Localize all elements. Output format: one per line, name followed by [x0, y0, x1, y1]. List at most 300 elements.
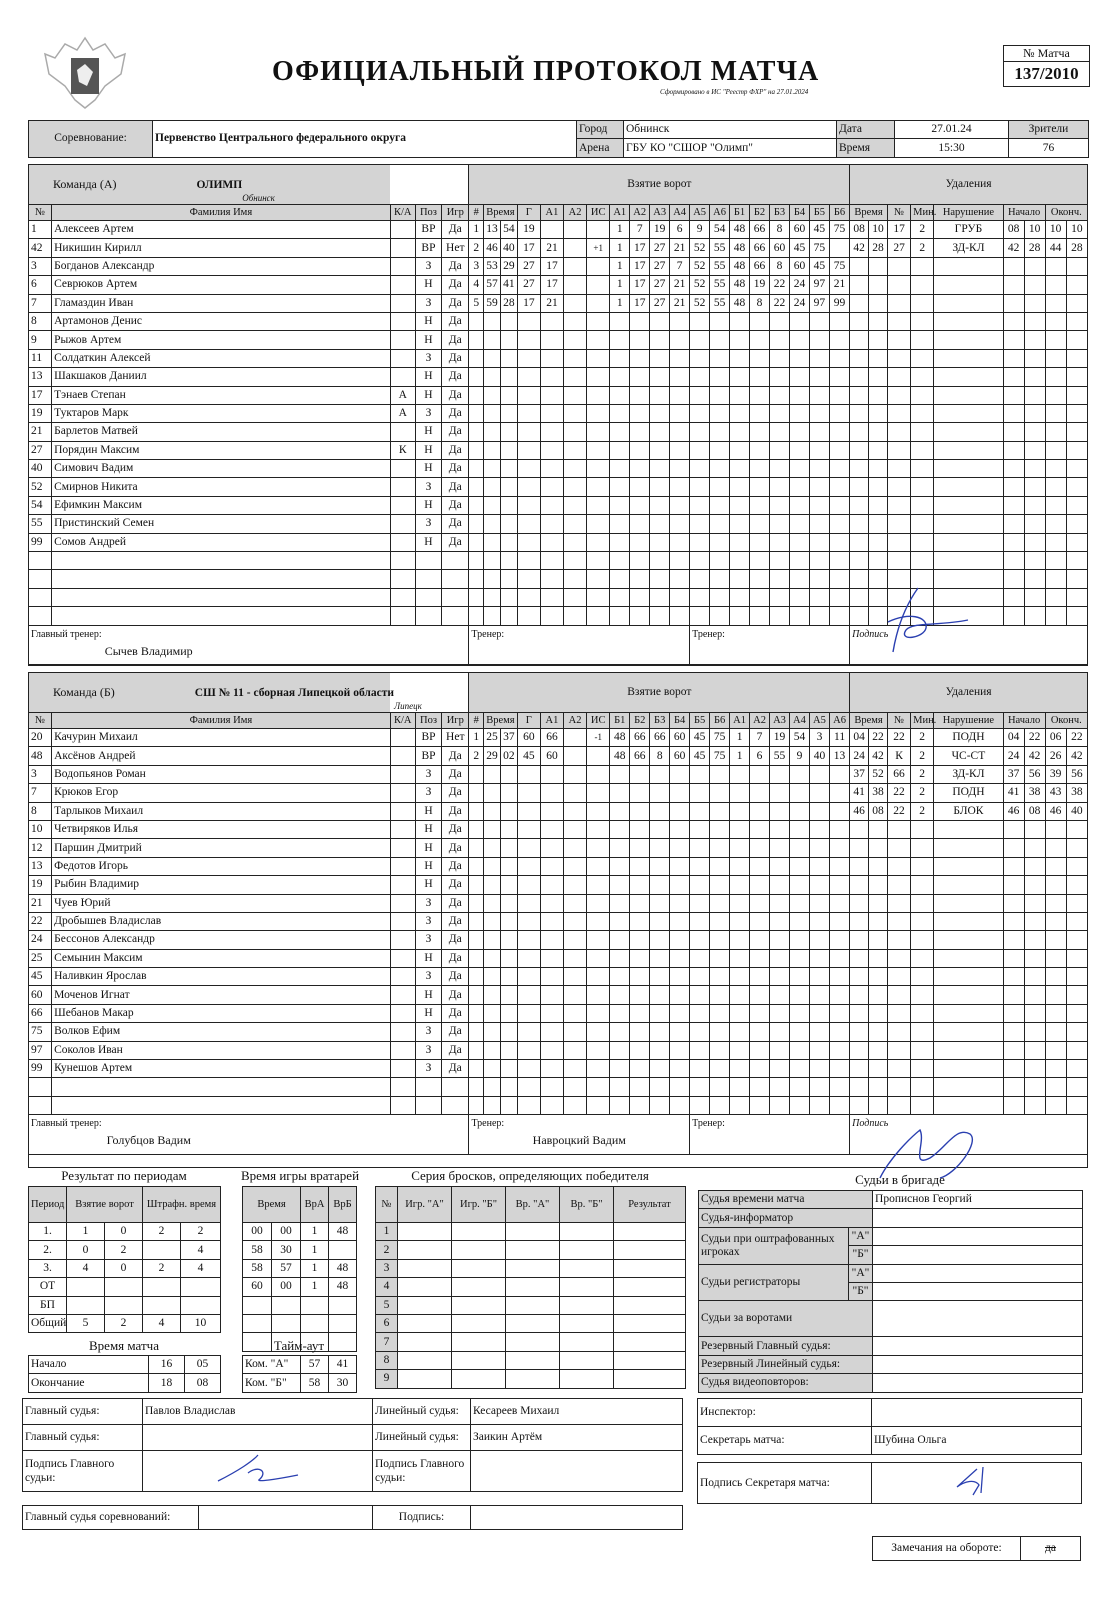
on-ice-player [770, 1060, 790, 1078]
main-ref2-label: Главный судья: [23, 1425, 143, 1451]
goal-sec: 02 [500, 747, 517, 765]
team-a-row [29, 276, 1088, 294]
on-ice-player [650, 331, 670, 349]
pen-sec: 08 [869, 802, 888, 820]
player-name: Туктаров Марк [52, 404, 390, 422]
goal-a2 [564, 588, 587, 606]
goal-a1 [540, 839, 563, 857]
pen-start-sec [1024, 1078, 1045, 1096]
pen-sec [869, 931, 888, 949]
on-ice-player [829, 894, 849, 912]
goal-scorer [517, 894, 540, 912]
goalie-row [243, 1241, 357, 1259]
on-ice-player [670, 986, 690, 1004]
team-b-row [29, 1078, 1088, 1096]
pen-start-min: 37 [1003, 765, 1024, 783]
on-ice-player [630, 404, 650, 422]
pen-player [887, 857, 910, 875]
goal-a2 [564, 239, 587, 257]
official-role: Судьи за воротами [699, 1301, 873, 1337]
arena-value: ГБУ КО "СШОР "Олимп" [624, 139, 837, 157]
goal-a1 [540, 784, 563, 802]
on-ice-player [770, 570, 790, 588]
on-ice-player: 75 [710, 729, 730, 747]
on-ice-player: 75 [829, 221, 849, 239]
player-number [29, 570, 52, 588]
team-a-col-onice-7: Б2 [750, 205, 770, 221]
pen-minutes [911, 1004, 934, 1022]
pen-start-sec [1024, 912, 1045, 930]
team-a-col-onice-5: А6 [710, 205, 730, 221]
on-ice-player [730, 368, 750, 386]
pen-minutes [911, 552, 934, 570]
player-position: З [415, 294, 441, 312]
goal-sec: 29 [500, 257, 517, 275]
pen-end-sec [1066, 386, 1087, 404]
goal-scorer [517, 588, 540, 606]
team-a-col-pen-min: Мин. [911, 205, 934, 221]
on-ice-player [630, 1023, 650, 1041]
team-b-col-name: Фамилия Имя [52, 713, 391, 729]
period-row [29, 1296, 221, 1314]
pen-end-min [1045, 588, 1066, 606]
on-ice-player [809, 533, 829, 551]
pen-start-sec [1024, 820, 1045, 838]
player-name: Порядин Максим [52, 441, 390, 459]
on-ice-player [630, 784, 650, 802]
on-ice-player: 21 [670, 239, 690, 257]
player-position: ВР [415, 747, 441, 765]
on-ice-player [809, 968, 829, 986]
goalie-a: 1 [301, 1223, 329, 1241]
on-ice-player [809, 802, 829, 820]
pen-player [887, 839, 910, 857]
team-b-row [29, 1096, 1088, 1114]
on-ice-player [610, 1096, 630, 1114]
on-ice-player [610, 802, 630, 820]
team-a-row [29, 552, 1088, 570]
pen-min [850, 1004, 869, 1022]
arena-label: Арена [577, 139, 624, 157]
pen-sec: 42 [869, 747, 888, 765]
player-number: 20 [29, 729, 52, 747]
goal-min: 46 [484, 239, 501, 257]
goal-sec [500, 331, 517, 349]
goal-sec [500, 986, 517, 1004]
player-played [442, 552, 469, 570]
pen-player: 22 [887, 784, 910, 802]
team-a-col-pen-viol: Нарушение [934, 205, 1003, 221]
on-ice-player [610, 441, 630, 459]
periods-col-period: Период [29, 1187, 67, 1223]
pen-violation [934, 894, 1003, 912]
match-number-label: № Матча [1004, 46, 1089, 62]
goal-scorer [517, 802, 540, 820]
team-b-row [29, 802, 1088, 820]
goal-no [469, 765, 484, 783]
on-ice-player [770, 1023, 790, 1041]
pen-end-min: 39 [1045, 765, 1066, 783]
on-ice-player [670, 876, 690, 894]
on-ice-player [829, 1004, 849, 1022]
on-ice-player [610, 368, 630, 386]
pen-end-min [1045, 533, 1066, 551]
on-ice-player [770, 968, 790, 986]
player-number [29, 588, 52, 606]
match-time-table [28, 1355, 221, 1393]
pen-minutes [911, 931, 934, 949]
on-ice-player [809, 1041, 829, 1059]
on-ice-player [630, 765, 650, 783]
pen-start-min: 08 [1003, 221, 1024, 239]
on-ice-player [670, 784, 690, 802]
pen-player [887, 968, 910, 986]
player-number: 25 [29, 949, 52, 967]
pen-player [888, 460, 911, 478]
player-role [390, 894, 415, 912]
on-ice-player: 1 [610, 276, 630, 294]
on-ice-player [710, 1078, 730, 1096]
pen-player [888, 294, 911, 312]
team-a-col-no: № [29, 205, 52, 221]
on-ice-player [710, 404, 730, 422]
pen-player [887, 986, 910, 1004]
on-ice-player [730, 1060, 750, 1078]
on-ice-player [670, 857, 690, 875]
goal-no [469, 331, 484, 349]
goal-no: 4 [469, 276, 484, 294]
on-ice-player [770, 912, 790, 930]
goal-a1 [540, 496, 563, 514]
goal-a1 [540, 570, 563, 588]
on-ice-player [670, 478, 690, 496]
on-ice-player [789, 607, 809, 625]
pen-min [850, 931, 869, 949]
on-ice-player [809, 912, 829, 930]
on-ice-player [829, 331, 849, 349]
period-goals-b: 0 [105, 1259, 143, 1277]
pen-end-min: 46 [1045, 802, 1066, 820]
on-ice-player [710, 839, 730, 857]
pen-minutes [911, 331, 934, 349]
player-number: 21 [29, 423, 52, 441]
goal-min [484, 496, 501, 514]
player-role [390, 257, 415, 275]
on-ice-player: 45 [690, 747, 710, 765]
player-role [390, 931, 415, 949]
goal-min [484, 570, 501, 588]
on-ice-player [829, 784, 849, 802]
on-ice-player [750, 820, 770, 838]
on-ice-player [690, 607, 710, 625]
team-a-col-played: Игр [442, 205, 469, 221]
on-ice-player [809, 1060, 829, 1078]
on-ice-player: 7 [750, 729, 770, 747]
official-role: Резервный Главный судья: [699, 1337, 873, 1355]
player-played: Да [442, 820, 469, 838]
pen-violation [934, 949, 1003, 967]
on-ice-player: 48 [730, 239, 750, 257]
team-a-row [29, 404, 1088, 422]
on-ice-player [610, 496, 630, 514]
goal-a2 [564, 1096, 587, 1114]
on-ice-player [789, 894, 809, 912]
on-ice-player [690, 588, 710, 606]
shootout-row [376, 1296, 686, 1314]
pen-end-min [1045, 331, 1066, 349]
goal-situation [587, 221, 610, 239]
on-ice-player [730, 857, 750, 875]
goal-a2 [564, 949, 587, 967]
goal-no [469, 931, 484, 949]
team-b-sign-label: Подпись [852, 1118, 889, 1130]
pen-end-min [1045, 949, 1066, 967]
on-ice-player [610, 931, 630, 949]
on-ice-player [770, 349, 790, 367]
goal-situation [587, 1004, 610, 1022]
pen-sec [869, 312, 888, 330]
on-ice-player: 48 [730, 221, 750, 239]
goal-scorer [517, 312, 540, 330]
on-ice-player: 9 [789, 747, 809, 765]
on-ice-player: 9 [690, 221, 710, 239]
on-ice-player [770, 1078, 790, 1096]
on-ice-player [789, 478, 809, 496]
officials-table [698, 1190, 1082, 1393]
team-b-col-goal-3: ИС [587, 713, 610, 729]
player-played: Да [442, 496, 469, 514]
on-ice-player: 60 [770, 239, 790, 257]
goal-situation [587, 894, 610, 912]
on-ice-player [670, 968, 690, 986]
goal-situation [587, 820, 610, 838]
period-goals-a: 5 [67, 1314, 105, 1332]
goalie-sec: 57 [272, 1259, 301, 1277]
pen-start-sec [1024, 386, 1045, 404]
on-ice-player [630, 496, 650, 514]
goal-sec [500, 894, 517, 912]
goal-a2 [564, 386, 587, 404]
goal-sec [500, 802, 517, 820]
official-role: Судья времени матча [699, 1191, 873, 1209]
pen-violation [934, 349, 1003, 367]
goal-a1 [540, 931, 563, 949]
on-ice-player [829, 857, 849, 875]
pen-end-min [1045, 552, 1066, 570]
on-ice-player [650, 349, 670, 367]
on-ice-player [650, 820, 670, 838]
pen-sec [869, 349, 888, 367]
on-ice-player [710, 1041, 730, 1059]
player-played: Да [442, 802, 469, 820]
period-pim-a [143, 1278, 181, 1296]
pen-violation [934, 820, 1003, 838]
on-ice-player [630, 386, 650, 404]
on-ice-player: 66 [650, 729, 670, 747]
player-number: 42 [29, 239, 52, 257]
on-ice-player [750, 1023, 770, 1041]
on-ice-player [630, 1060, 650, 1078]
secretary-label: Секретарь матча: [698, 1427, 872, 1455]
pen-min [850, 1041, 869, 1059]
goalie-min: 00 [243, 1223, 272, 1241]
pen-player [887, 1041, 910, 1059]
goal-no [469, 894, 484, 912]
goal-a1 [540, 1004, 563, 1022]
shootout-row [376, 1370, 686, 1388]
player-name: Наливкин Ярослав [52, 968, 391, 986]
on-ice-player: 55 [770, 747, 790, 765]
player-position: Н [415, 839, 441, 857]
team-a-name: ОЛИМП [196, 178, 243, 191]
on-ice-player [610, 857, 630, 875]
on-ice-player [690, 802, 710, 820]
on-ice-player [730, 765, 750, 783]
on-ice-player: 3 [809, 729, 829, 747]
on-ice-player [690, 423, 710, 441]
on-ice-player [730, 986, 750, 1004]
on-ice-player [730, 876, 750, 894]
pen-end-min [1045, 404, 1066, 422]
player-role [390, 552, 415, 570]
on-ice-player [610, 765, 630, 783]
goal-scorer [517, 839, 540, 857]
on-ice-player: 17 [630, 276, 650, 294]
pen-sec: 22 [869, 729, 888, 747]
pen-start-min [1003, 820, 1024, 838]
on-ice-player [809, 331, 829, 349]
pen-start-sec: 10 [1024, 221, 1045, 239]
goal-a1: 21 [540, 239, 563, 257]
on-ice-player [750, 404, 770, 422]
player-number: 12 [29, 839, 52, 857]
goal-situation [587, 515, 610, 533]
on-ice-player [770, 839, 790, 857]
player-played: Да [442, 386, 469, 404]
on-ice-player: 22 [770, 294, 790, 312]
player-position: Н [415, 423, 441, 441]
pen-start-min: 41 [1003, 784, 1024, 802]
player-name: Алексеев Артем [52, 221, 390, 239]
team-a-col-onice-8: Б3 [770, 205, 790, 221]
pen-start-min: 04 [1003, 729, 1024, 747]
pen-end-min [1045, 570, 1066, 588]
team-b-row [29, 857, 1088, 875]
spectators-value: 76 [1009, 139, 1089, 157]
on-ice-player [789, 1096, 809, 1114]
team-a-penalties-title: Удаления [850, 165, 1088, 205]
goal-a2 [564, 894, 587, 912]
pen-min [850, 1023, 869, 1041]
goalie-min: 58 [243, 1259, 272, 1277]
pen-start-sec [1024, 515, 1045, 533]
pen-min [850, 552, 869, 570]
player-position: Н [415, 276, 441, 294]
on-ice-player [670, 949, 690, 967]
player-name: Бессонов Александр [52, 931, 391, 949]
comp-ref-sign-label: Подпись: [373, 1506, 471, 1530]
goal-min [484, 368, 501, 386]
on-ice-player [829, 441, 849, 459]
pen-end-min [1045, 894, 1066, 912]
player-played: Да [442, 294, 469, 312]
on-ice-player [789, 1004, 809, 1022]
on-ice-player: 1 [610, 239, 630, 257]
pen-player [887, 1096, 910, 1114]
pen-end-sec [1066, 552, 1087, 570]
player-role [390, 276, 415, 294]
on-ice-player [690, 784, 710, 802]
sign-main-ref2-label: Подпись Главного судьи: [373, 1451, 471, 1492]
on-ice-player [630, 570, 650, 588]
pen-minutes [911, 1023, 934, 1041]
player-position: Н [415, 441, 441, 459]
pen-min: 41 [850, 784, 869, 802]
player-role [390, 423, 415, 441]
goal-no [469, 441, 484, 459]
period-pim-b [181, 1278, 221, 1296]
goal-scorer [517, 570, 540, 588]
player-role [390, 820, 415, 838]
pen-start-min [1003, 533, 1024, 551]
pen-violation [934, 515, 1003, 533]
goalie-b: 48 [329, 1223, 357, 1241]
team-a-col-onice-1: А2 [630, 205, 650, 221]
player-position: Н [415, 949, 441, 967]
goalies-col-time: Время [243, 1187, 301, 1223]
on-ice-player [770, 820, 790, 838]
pen-end-min [1045, 386, 1066, 404]
page-title: ОФИЦИАЛЬНЫЙ ПРОТОКОЛ МАТЧА [272, 56, 820, 87]
on-ice-player: 66 [630, 747, 650, 765]
periods-title: Результат по периодам [61, 1168, 187, 1183]
team-b-head-coach-cell [29, 1115, 469, 1155]
on-ice-player [809, 1004, 829, 1022]
player-played: Нет [442, 729, 469, 747]
on-ice-player [650, 857, 670, 875]
player-position: З [415, 257, 441, 275]
goal-a1 [540, 515, 563, 533]
on-ice-player: 66 [750, 257, 770, 275]
official-name [873, 1355, 1083, 1373]
goal-no: 2 [469, 747, 484, 765]
shootout-col-4: Вр. "Б" [560, 1187, 614, 1223]
on-ice-player [789, 931, 809, 949]
goalie-a: 1 [301, 1278, 329, 1296]
on-ice-player [809, 423, 829, 441]
goal-min [484, 404, 501, 422]
on-ice-player [610, 1004, 630, 1022]
pen-sec [869, 257, 888, 275]
goal-a2 [564, 765, 587, 783]
pen-violation [934, 533, 1003, 551]
goal-min [484, 460, 501, 478]
on-ice-player [670, 1096, 690, 1114]
period-pim-a: 4 [143, 1314, 181, 1332]
goal-a2 [564, 368, 587, 386]
player-position: Н [415, 533, 441, 551]
goal-a2 [564, 986, 587, 1004]
on-ice-player: 27 [650, 257, 670, 275]
pen-player: 66 [887, 765, 910, 783]
period-name: Общий [29, 1314, 67, 1332]
period-goals-b: 0 [105, 1223, 143, 1241]
pen-start-sec [1024, 368, 1045, 386]
goal-scorer: 27 [517, 257, 540, 275]
goal-scorer [517, 1078, 540, 1096]
pen-start-sec [1024, 404, 1045, 422]
team-b-row [29, 894, 1088, 912]
